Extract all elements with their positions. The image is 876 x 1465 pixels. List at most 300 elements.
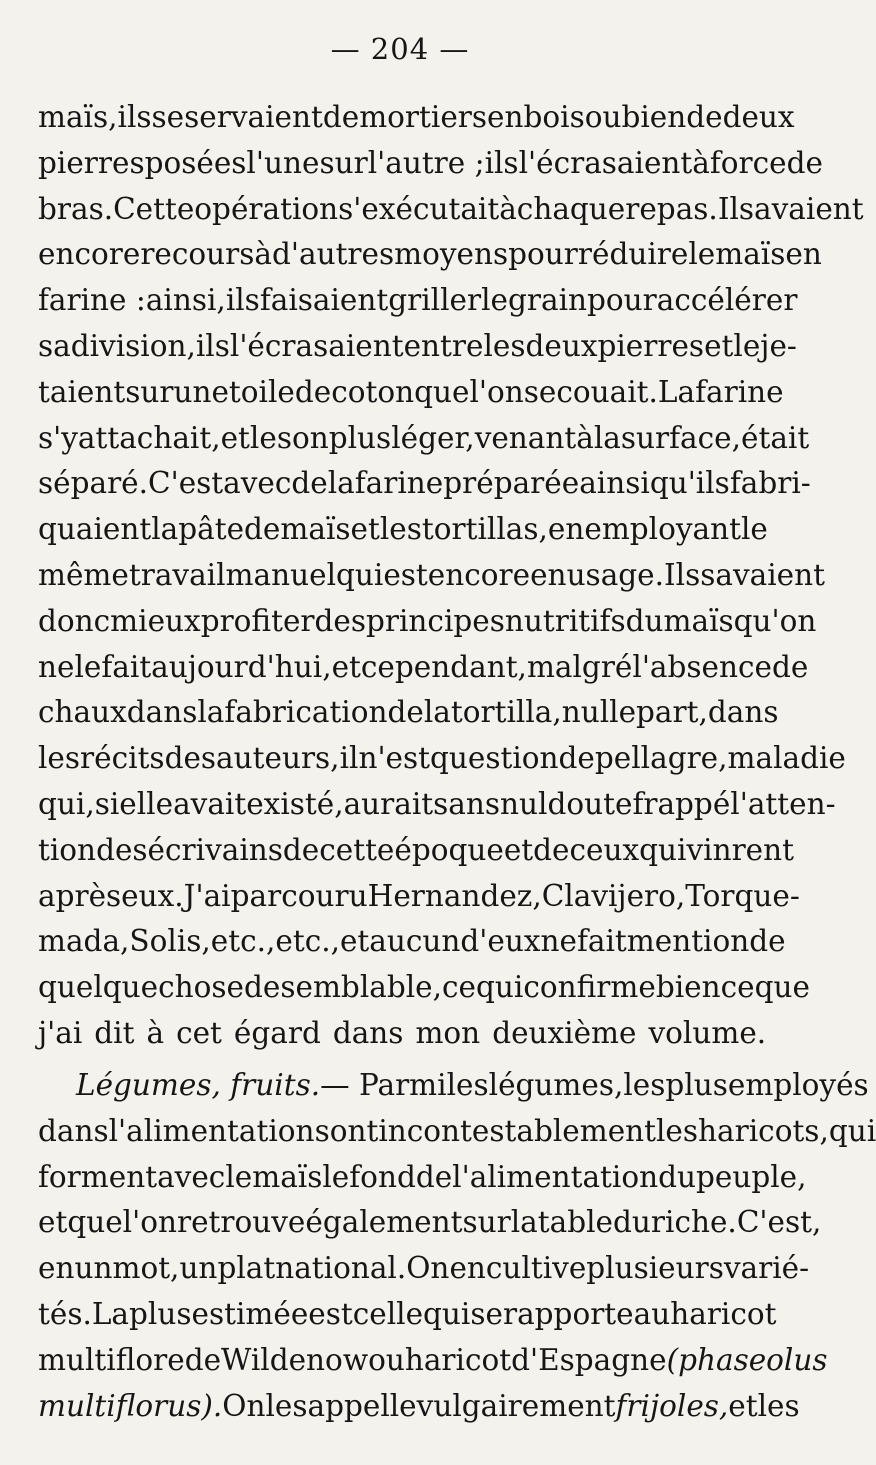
word: chaux xyxy=(38,695,127,730)
page-number: — 204 — xyxy=(330,32,470,66)
word: farine xyxy=(354,466,444,501)
word: fabrication xyxy=(224,695,388,730)
word: ainsi, xyxy=(145,283,226,318)
word: de xyxy=(533,832,570,867)
word: récits xyxy=(80,741,165,776)
text-line xyxy=(38,416,810,462)
word: de xyxy=(771,649,809,684)
word: de xyxy=(415,1159,453,1194)
word: le xyxy=(74,649,102,684)
word: le xyxy=(740,512,768,547)
word: en xyxy=(547,512,585,547)
word: qui xyxy=(639,832,687,867)
word: ils xyxy=(117,100,152,134)
word: cette xyxy=(319,832,395,867)
word: le xyxy=(688,237,716,272)
word: de xyxy=(244,512,281,547)
word: et xyxy=(503,832,534,867)
word: manuel xyxy=(225,557,336,592)
word: employant xyxy=(584,512,741,547)
word: pour xyxy=(508,237,578,272)
word: en xyxy=(449,1251,486,1286)
word: ou xyxy=(368,1342,405,1377)
text-line xyxy=(38,461,811,507)
word: à xyxy=(254,237,272,272)
word: savaient xyxy=(700,557,825,592)
word: maïs xyxy=(663,603,734,638)
word: On xyxy=(222,1388,266,1423)
text-line xyxy=(38,553,825,599)
word: de xyxy=(322,100,360,134)
text-line xyxy=(38,232,822,278)
word: farine : xyxy=(38,283,146,318)
word: aucun xyxy=(369,924,461,959)
word: de xyxy=(749,924,786,959)
word: moyens xyxy=(394,237,509,272)
word: réduire xyxy=(577,237,689,272)
word: force xyxy=(709,145,787,180)
word: sans xyxy=(433,786,501,821)
word: Hernandez, xyxy=(367,878,542,913)
word: un xyxy=(74,1251,113,1286)
text-line xyxy=(38,1063,869,1109)
word: Clavijero, xyxy=(541,878,686,913)
word: l'atten- xyxy=(730,786,836,821)
word: ce xyxy=(720,970,755,1005)
text-line xyxy=(38,1011,767,1057)
word: est xyxy=(383,557,428,592)
word: plus xyxy=(129,1296,192,1331)
word: l'absence xyxy=(632,649,772,684)
word: tortilla, xyxy=(450,695,562,730)
word: pierres xyxy=(597,328,705,363)
word: nutritifs xyxy=(504,603,626,638)
word: les xyxy=(379,512,422,547)
word: à xyxy=(146,1015,165,1050)
word: les xyxy=(623,1068,666,1102)
word: les xyxy=(483,328,526,363)
word: le xyxy=(249,420,277,455)
word: plus xyxy=(328,420,392,455)
word: qui xyxy=(828,1113,876,1148)
word: le xyxy=(322,1159,350,1194)
word: la xyxy=(593,420,621,455)
word: cultive xyxy=(485,1251,587,1286)
word: aujourd'hui, xyxy=(151,649,332,684)
word: principes xyxy=(366,603,505,638)
word: l'écrasaient xyxy=(518,145,693,180)
word: époque xyxy=(394,832,504,867)
word: séparé. xyxy=(38,466,149,501)
word: quelque xyxy=(38,970,159,1005)
word: après xyxy=(38,878,122,913)
word: coton xyxy=(331,374,415,409)
word: Wildenow xyxy=(221,1342,369,1377)
word: doute xyxy=(547,786,633,821)
word: en xyxy=(785,237,822,272)
word: deuxième xyxy=(492,1015,637,1050)
word: part, xyxy=(636,695,708,730)
word: fait xyxy=(101,649,152,684)
word: maladie xyxy=(727,741,846,776)
word: se xyxy=(470,1296,503,1331)
word: sur xyxy=(462,1205,511,1240)
word: les xyxy=(656,1113,699,1148)
word: je- xyxy=(760,328,797,363)
word: se xyxy=(151,100,185,134)
word: qui, xyxy=(38,786,95,821)
word: vinrent xyxy=(686,832,794,867)
word: retrouve xyxy=(176,1205,306,1240)
word: fabri- xyxy=(729,466,811,501)
word: le xyxy=(733,328,761,363)
word: de xyxy=(244,970,281,1005)
word: table xyxy=(537,1205,614,1240)
word: les xyxy=(757,1388,800,1423)
word: pâte xyxy=(178,512,245,547)
text-line xyxy=(38,828,794,874)
word: toile xyxy=(228,374,295,409)
word: encore xyxy=(38,237,141,272)
word: fait xyxy=(576,924,627,959)
text-line xyxy=(38,736,846,782)
word: la xyxy=(510,1205,538,1240)
text-line xyxy=(38,874,800,920)
word: d'Espagne xyxy=(511,1342,667,1377)
word: opération xyxy=(194,191,339,226)
word: ainsi xyxy=(579,466,650,501)
word: secouait. xyxy=(523,374,658,409)
word: mada, xyxy=(38,924,130,959)
word: du xyxy=(658,1159,696,1194)
word: le xyxy=(481,283,509,318)
word: que xyxy=(754,970,810,1005)
word: haricot xyxy=(670,1296,777,1331)
word: plus xyxy=(665,1068,728,1102)
word: ils xyxy=(195,328,230,363)
word: de xyxy=(786,145,823,180)
word: et xyxy=(220,420,250,455)
word: dans xyxy=(126,695,198,730)
text-line xyxy=(38,1292,777,1338)
word: ne xyxy=(540,924,577,959)
word: repas. xyxy=(625,191,718,226)
word: ils xyxy=(225,283,260,318)
word: mieux xyxy=(110,603,201,638)
text-line xyxy=(38,965,810,1011)
word: haricot xyxy=(404,1342,512,1377)
word: cet xyxy=(176,1015,222,1050)
word: Ils xyxy=(717,191,755,226)
word: posées xyxy=(144,145,247,180)
word: égard xyxy=(233,1015,321,1050)
word: un xyxy=(179,1251,218,1286)
text-line xyxy=(38,782,836,828)
word: sa xyxy=(38,328,71,363)
word: frijoles, xyxy=(615,1388,729,1423)
word: et xyxy=(350,512,380,547)
word: La xyxy=(657,374,696,409)
word: de xyxy=(387,695,424,730)
word: venant xyxy=(474,420,577,455)
word: chose xyxy=(158,970,245,1005)
word: la xyxy=(423,695,451,730)
word: employés xyxy=(727,1068,869,1102)
word: plat xyxy=(217,1251,276,1286)
word: — Parmi xyxy=(320,1068,447,1102)
word: sur xyxy=(125,374,174,409)
word: chaque xyxy=(516,191,626,226)
word: taient xyxy=(38,374,126,409)
text-line xyxy=(38,507,768,553)
word: nul xyxy=(500,786,548,821)
word: l'alimentation xyxy=(452,1159,659,1194)
word: d'eux xyxy=(460,924,541,959)
word: si xyxy=(94,786,120,821)
word: Ils xyxy=(664,557,701,592)
word: même xyxy=(38,557,129,592)
word: attachait, xyxy=(77,420,221,455)
word: haricots, xyxy=(698,1113,829,1148)
word: la xyxy=(327,466,355,501)
word: deux xyxy=(525,328,598,363)
word: rapporte xyxy=(502,1296,634,1331)
word: Cette xyxy=(113,191,195,226)
word: incontestablement xyxy=(378,1113,656,1148)
word: que xyxy=(414,374,470,409)
word: l'autre ; xyxy=(367,145,485,180)
text-line xyxy=(38,95,795,141)
word: ne xyxy=(38,649,75,684)
word: C'est xyxy=(148,466,224,501)
word: quaient xyxy=(38,512,152,547)
word: griller xyxy=(388,283,482,318)
word: du xyxy=(613,1205,651,1240)
word: légumes, xyxy=(488,1068,624,1102)
text-line xyxy=(38,690,779,736)
word: etc., xyxy=(275,924,340,959)
paragraph-mais-preparation xyxy=(38,95,864,1057)
word: les xyxy=(446,1068,489,1102)
word: estimée xyxy=(191,1296,309,1331)
word: il xyxy=(339,741,359,776)
text-line xyxy=(38,919,786,965)
text-line xyxy=(38,1155,807,1201)
word: plusieurs xyxy=(586,1251,724,1286)
word: est xyxy=(308,1296,353,1331)
word: confirme xyxy=(523,970,656,1005)
word: tés. xyxy=(38,1296,92,1331)
text-line xyxy=(38,1338,828,1384)
word: sur xyxy=(319,145,368,180)
word: dans xyxy=(38,1113,109,1148)
word: qu'on xyxy=(733,603,817,638)
word: dans xyxy=(332,1015,404,1050)
word: j'ai xyxy=(38,1015,83,1050)
word: pierres xyxy=(38,145,145,180)
word: ils xyxy=(484,145,519,180)
word: peuple, xyxy=(696,1159,807,1194)
word: On xyxy=(406,1251,450,1286)
word: s'exécutait xyxy=(338,191,500,226)
word: celle xyxy=(352,1296,424,1331)
word: était xyxy=(741,420,810,455)
word: faisaient xyxy=(259,283,389,318)
word: etc., xyxy=(210,924,276,959)
word: à xyxy=(499,191,517,226)
section-heading: Légumes, fruits. xyxy=(76,1068,321,1102)
word: en xyxy=(38,1251,75,1286)
word: malgré xyxy=(526,649,633,684)
word: grain xyxy=(508,283,588,318)
word: vulgairement xyxy=(416,1388,616,1423)
word: des xyxy=(96,832,148,867)
word: les xyxy=(38,741,81,776)
word: au xyxy=(633,1296,671,1331)
word: cependant, xyxy=(360,649,527,684)
word: national. xyxy=(275,1251,407,1286)
word: bien xyxy=(621,100,687,134)
word: (phaseolus xyxy=(666,1342,828,1377)
paragraph-legumes-fruits xyxy=(38,1063,876,1429)
word: n'est xyxy=(358,741,431,776)
word: de xyxy=(282,832,320,867)
word: multiflore xyxy=(38,1342,185,1377)
word: de xyxy=(291,466,328,501)
word: que xyxy=(67,1205,123,1240)
text-line xyxy=(38,141,823,187)
word: La xyxy=(91,1296,130,1331)
word: mot, xyxy=(112,1251,180,1286)
word: à xyxy=(576,420,594,455)
word: elle xyxy=(119,786,174,821)
word: maïs xyxy=(280,512,351,547)
word: de xyxy=(686,100,723,134)
word: en xyxy=(530,557,567,592)
word: accélérer xyxy=(656,283,798,318)
text-line xyxy=(38,187,864,233)
word: et xyxy=(704,328,734,363)
word: recours xyxy=(140,237,255,272)
word: qui xyxy=(475,970,524,1005)
word: s'y xyxy=(38,420,78,455)
word: maïs, xyxy=(38,100,118,134)
word: avec xyxy=(223,466,292,501)
word: et xyxy=(728,1388,758,1423)
word: forment xyxy=(38,1159,158,1194)
word: mention xyxy=(626,924,750,959)
text-line xyxy=(38,1246,810,1292)
word: et xyxy=(339,924,370,959)
text-line xyxy=(38,1109,876,1155)
word: avaient xyxy=(754,191,864,226)
word: sont xyxy=(314,1113,379,1148)
word: avait xyxy=(173,786,247,821)
word: usage. xyxy=(566,557,665,592)
word: pour xyxy=(587,283,657,318)
word: servaient xyxy=(184,100,323,134)
word: de xyxy=(184,1342,222,1377)
text-line xyxy=(38,1384,800,1430)
text-line xyxy=(38,278,798,324)
word: préparée xyxy=(443,466,580,501)
word: tion xyxy=(38,832,97,867)
word: la xyxy=(151,512,179,547)
word: dans xyxy=(707,695,779,730)
word: maïs xyxy=(715,237,786,272)
word: ce xyxy=(442,970,476,1005)
word: Solis, xyxy=(129,924,211,959)
word: dit xyxy=(94,1015,135,1050)
word: l'on xyxy=(122,1205,177,1240)
word: à xyxy=(692,145,710,180)
word: travail xyxy=(128,557,226,592)
word: surface, xyxy=(620,420,741,455)
word: l'une xyxy=(246,145,320,180)
word: ceux xyxy=(569,832,640,867)
word: encore xyxy=(427,557,531,592)
text-line xyxy=(38,645,809,691)
word: en xyxy=(487,100,524,134)
word: écrivains xyxy=(147,832,283,867)
word: mortiers xyxy=(359,100,488,134)
word: maïs xyxy=(252,1159,323,1194)
word: semblable, xyxy=(280,970,442,1005)
word: profiter xyxy=(200,603,315,638)
word: qui xyxy=(423,1296,471,1331)
word: bien xyxy=(655,970,721,1005)
word: qu'ils xyxy=(649,466,730,501)
word: les xyxy=(265,1388,308,1423)
word: eux. xyxy=(121,878,184,913)
text-line xyxy=(38,1200,822,1246)
word: tortillas, xyxy=(421,512,548,547)
word: l'écrasaient xyxy=(229,328,404,363)
word: division, xyxy=(70,328,196,363)
word: Torque- xyxy=(685,878,800,913)
word: auteurs, xyxy=(216,741,340,776)
word: léger, xyxy=(391,420,475,455)
word: avec xyxy=(157,1159,226,1194)
word: varié- xyxy=(723,1251,810,1286)
word: de xyxy=(558,741,595,776)
word: la xyxy=(197,695,225,730)
word: d'autres xyxy=(272,237,395,272)
word: le xyxy=(225,1159,253,1194)
word: des xyxy=(314,603,367,638)
word: l'alimentation xyxy=(108,1113,315,1148)
word: donc xyxy=(38,603,111,638)
word: bras. xyxy=(38,191,114,226)
text-line xyxy=(38,370,784,416)
word: fond xyxy=(349,1159,416,1194)
word: aurait xyxy=(343,786,434,821)
word: mon xyxy=(415,1015,481,1050)
word: multiflorus). xyxy=(38,1388,223,1423)
word: bois xyxy=(523,100,585,134)
word: deux xyxy=(722,100,795,134)
word: parcouru xyxy=(230,878,368,913)
word: de xyxy=(294,374,332,409)
word: également xyxy=(305,1205,463,1240)
word: C'est, xyxy=(736,1205,822,1240)
word: question xyxy=(430,741,559,776)
word: volume. xyxy=(648,1015,767,1050)
word: pellagre, xyxy=(594,741,728,776)
word: l'on xyxy=(469,374,524,409)
word: riche. xyxy=(650,1205,737,1240)
text-line xyxy=(38,324,797,370)
